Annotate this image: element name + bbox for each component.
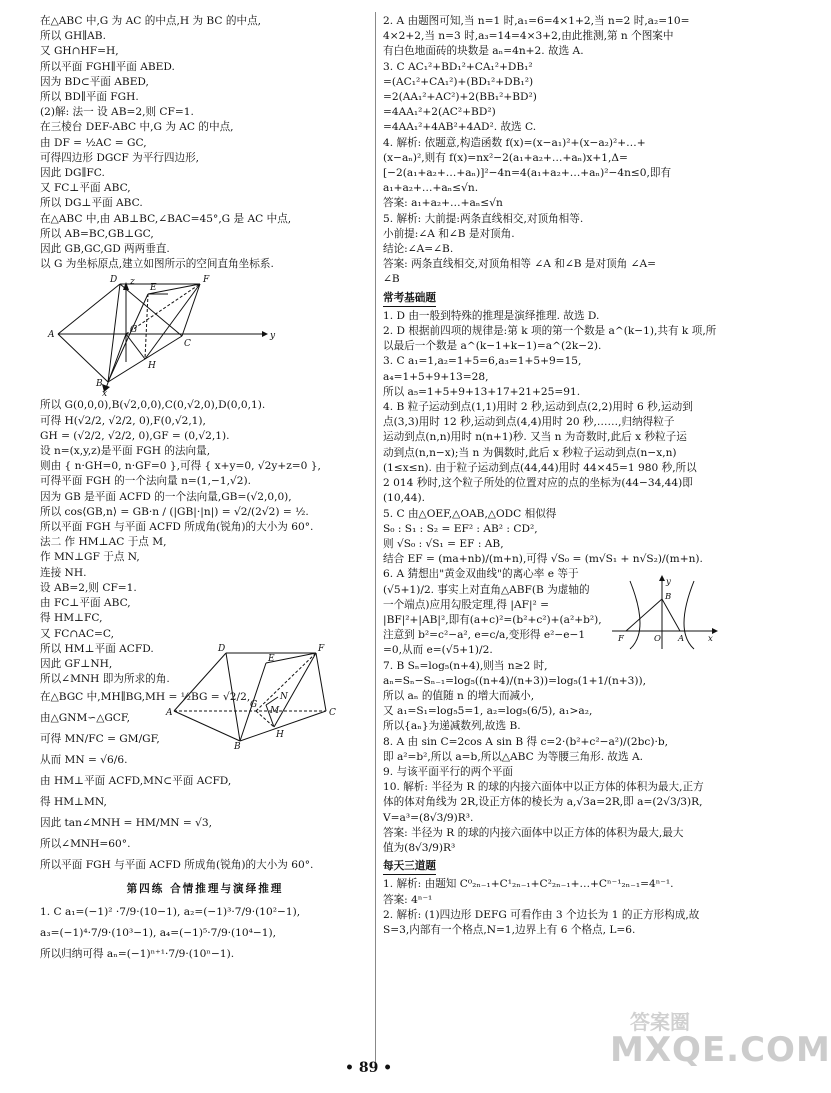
text-line: 设 AB=2,则 CF=1. (40, 581, 137, 594)
text-line: 4. B 粒子运动到点(1,1)用时 2 秒,运动到点(2,2)用时 6 秒,运动到 (383, 401, 693, 414)
text-line: 所以平面 FGH∥平面 ABED. (40, 60, 175, 73)
watermark-cn: 答案圈 (630, 1010, 690, 1034)
text-line: 所以 BD∥平面 FGH. (40, 91, 139, 104)
text-line: ∠B (383, 273, 400, 286)
text-line: =2(AA₁²+AC²)+2(BB₁²+BD²) (383, 91, 537, 104)
text-line: 2. D 根据前四项的规律是:第 k 项的第一个数是 a^(k−1),共有 k 项,所 (383, 325, 717, 338)
text-line: 2 014 秒时,这个粒子所处的位置对应的点的坐标为(44−34,44)即 (383, 477, 693, 490)
text-line: 5. 解析: 大前提:两条直线相交,对顶角相等. (383, 212, 584, 225)
fig2-label: E (268, 654, 275, 664)
right-column (383, 14, 719, 938)
right-answers-daily (383, 877, 719, 938)
text-line: 连接 NH. (40, 566, 87, 579)
text-line: 在△BGC 中,MH∥BG,MH = ½BG = √2/2, (40, 691, 251, 704)
fig1-label: D (110, 275, 118, 286)
text-line: 4. 解析: 依题意,构造函数 f(x)=(x−a₁)²+(x−a₂)²+…+ (383, 136, 646, 149)
text-line: (√5+1)/2. 事实上对直角△ABF(B 为虚轴的 (383, 583, 590, 596)
text-line: (x−aₙ)²,则有 f(x)=nx²−2(a₁+a₂+…+aₙ)x+1,Δ= (383, 151, 628, 164)
left-proof-part1 (40, 14, 370, 272)
text-line: 2. 解析: (1)四边形 DEFG 可看作由 3 个边长为 1 的正方形构成,故 (383, 908, 700, 921)
text-line: 值为(8√3/9)R³ (383, 841, 456, 854)
page-number: • 89 • (345, 1060, 393, 1076)
text-line: 由 FC⊥平面 ABC, (40, 597, 131, 610)
text-line: 在三棱台 DEF-ABC 中,G 为 AC 的中点, (40, 121, 234, 134)
text-line: S₀ : S₁ : S₂ = EF² : AB² : CD², (383, 522, 538, 535)
fig2-label: A (166, 708, 173, 718)
text-line: 因此 GB,GC,GD 两两垂直. (40, 243, 170, 256)
text-line: =(AC₁²+CA₁²)+(BD₁²+DB₁²) (383, 75, 534, 88)
text-line: a₄=1+5+9+13=28, (383, 370, 489, 383)
text-line: 因为 GB 是平面 ACFD 的一个法向量,GB=(√2,0,0), (40, 490, 292, 503)
fig6-label: B (665, 592, 672, 602)
fig6-label: y (666, 577, 671, 587)
text-line: 所以{aₙ}为递减数列,故选 B. (383, 720, 521, 733)
text-line: 则 √S₀ : √S₁ = EF : AB, (383, 537, 504, 550)
text-line: 运动到点(n,n)用时 n(n+1)秒. 又当 n 为奇数时,此后 x 秒粒子运 (383, 431, 687, 444)
text-line: 2. A 由题图可知,当 n=1 时,a₁=6=4×1+2,当 n=2 时,a₂=10= (383, 15, 690, 27)
text-line: 以 G 为坐标原点,建立如图所示的空间直角坐标系. (40, 258, 274, 271)
text-line: 3. C a₁=1,a₂=1+5=6,a₃=1+5+9=15, (383, 355, 582, 368)
fig2-label: H (276, 730, 284, 740)
fig2-label: C (329, 708, 336, 718)
text-line: 3. C AC₁²+BD₁²+CA₁²+DB₁² (383, 60, 533, 73)
text-line: 由 HM⊥平面 ACFD,MN⊂平面 ACFD, (40, 775, 232, 788)
column-divider (375, 12, 376, 1067)
figure-frustum-method2 (166, 641, 366, 752)
text-line: [−2(a₁+a₂+…+aₙ)]²−4n=4(a₁+a₂+…+aₙ)²−4n≤0,即有 (383, 167, 672, 180)
text-line: 所以平面 FGH 与平面 ACFD 所成角(锐角)的大小为 60°. (40, 859, 314, 872)
fig2-label: F (318, 644, 325, 654)
text-line: GH = (√2/2, √2/2, 0),GF = (0,√2,1). (40, 429, 230, 442)
text-line: 6. A 猜想出"黄金双曲线"的离心率 e 等于 (383, 568, 579, 581)
text-line: a₁+a₂+…+aₙ≤√n. (383, 182, 479, 195)
text-line: 由 DF = ½AC = GC, (40, 136, 147, 149)
text-line: 设 n=(x,y,z)是平面 FGH 的法向量, (40, 445, 211, 458)
text-line: 所以 a₅=1+5+9+13+17+21+25=91. (383, 385, 581, 398)
text-line: 从而 MN = √6/6. (40, 754, 128, 767)
fig1-label: H (148, 361, 156, 372)
text-line: 所以 cos⟨GB,n⟩ = GB·n / (|GB|·|n|) = √2/(2√2) = ½. (40, 505, 309, 518)
fig2-label: G (250, 700, 258, 710)
text-line: 法二 作 HM⊥AC 于点 M, (40, 536, 167, 549)
watermark: MXQE.COM (610, 1030, 831, 1070)
text-line: 8. A 由 sin C=2cos A sin B 得 c=2·(b²+c²−a²)/(2bc)·b, (383, 735, 668, 748)
text-line: 则由 { n·GH=0, n·GF=0 },可得 { x+y=0, √2y+z=0 }, (40, 460, 321, 473)
fig6-label: F (618, 634, 624, 644)
text-line: 可得平面 FGH 的一个法向量 n=(1,−1,√2). (40, 475, 252, 488)
text-line: 点(3,3)用时 12 秒,运动到点(4,4)用时 20 秒,……,归纳得粒子 (383, 416, 675, 429)
text-line: |BF|²+|AB|²,即有(a+c)²=(b²+c²)+(a²+b²), (383, 613, 602, 626)
text-line: 体的体对角线为 2R,设正方体的棱长为 a,√3a=2R,即 a=(2√3/3)R, (383, 796, 703, 809)
text-line: (10,44). (383, 492, 425, 505)
text-line: (2)解: 法一 设 AB=2,则 CF=1. (40, 106, 194, 119)
text-line: 所以∠MNH 即为所求的角. (40, 673, 170, 686)
fig1-label: B (96, 379, 103, 390)
text-line: 答案: a₁+a₂+…+aₙ≤√n (383, 197, 503, 210)
text-line: 10. 解析: 半径为 R 的球的内接六面体中以正方体的体积为最大,正方 (383, 781, 704, 794)
text-line: 所以归纳可得 aₙ=(−1)ⁿ⁺¹·7/9·(10ⁿ−1). (40, 947, 235, 960)
text-line: (1≤x≤n). 由于粒子运动到点(44,44)用时 44×45=1 980 秒,所以 (383, 461, 697, 474)
text-line: 结合 EF = (ma+nb)/(m+n),可得 √S₀ = (m√S₁ + n√S₂)/(m+n). (383, 553, 703, 566)
section-title: 第四练 合情推理与演绎推理 (126, 883, 284, 896)
left-answers (40, 902, 370, 965)
text-line: 作 MN⊥GF 于点 N, (40, 551, 140, 564)
fig1-label: C (184, 339, 191, 350)
text-line: 得 HM⊥MN, (40, 796, 107, 809)
text-line: a₃=(−1)⁴·7/9·(10³−1), a₄=(−1)⁵·7/9·(10⁴−1), (40, 926, 277, 939)
text-line: 所以 HM⊥平面 ACFD. (40, 642, 154, 655)
text-line: 因此 tan∠MNH = HM/MN = √3, (40, 817, 213, 830)
fig2-label: B (234, 742, 241, 752)
text-line: 以最后一个数是 a^(k−1+k−1)=a^(2k−2). (383, 340, 602, 353)
text-line: 又 FC⊥平面 ABC, (40, 182, 131, 195)
text-line: 答案: 4ⁿ⁻¹ (383, 893, 433, 906)
text-line: 即 a²=b²,所以 a=b,所以△ABC 为等腰三角形. 故选 A. (383, 750, 644, 763)
text-line: 又 a₁=S₁=log₅5=1, a₂=log₅(6/5), a₁>a₂, (383, 705, 593, 718)
fig1-label: E (150, 283, 157, 294)
text-line: 可得 H(√2/2, √2/2, 0),F(0,√2,1), (40, 414, 206, 427)
left-column (40, 14, 370, 965)
text-line: 动到点(n,n−x);当 n 为偶数时,此后 x 秒粒子运动到点(n−x,n) (383, 446, 677, 459)
fig6-label: x (708, 634, 713, 644)
text-line: 答案: 半径为 R 的球的内接六面体中以正方体的体积为最大,最大 (383, 826, 684, 839)
text-line: 一个端点)应用勾股定理,得 |AF|² = (383, 598, 550, 611)
text-line: 又 GH∩HF=H, (40, 45, 119, 58)
text-line: 在△ABC 中,G 为 AC 的中点,H 为 BC 的中点, (40, 15, 262, 27)
text-line: 所以 G(0,0,0),B(√2,0,0),C(0,√2,0),D(0,0,1). (40, 399, 266, 412)
text-line: S=3,内部有一个格点,N=1,边界上有 6 个格点, L=6. (383, 923, 636, 936)
figure-hyperbola (610, 575, 718, 651)
text-line: 结论:∠A=∠B. (383, 243, 454, 256)
fig1-label: z (130, 277, 135, 288)
text-line: 答案: 两条直线相交,对顶角相等 ∠A 和∠B 是对顶角 ∠A= (383, 258, 657, 271)
fig2-label: D (218, 644, 226, 654)
text-line: V=a³=(8√3/9)R³. (383, 811, 474, 824)
text-line: aₙ=Sₙ−Sₙ₋₁=log₅((n+4)/(n+3))=log₅(1+1/(n+3)), (383, 674, 647, 687)
text-line: =0,从而 e=(√5+1)/2. (383, 644, 493, 657)
text-line: 1. C a₁=(−1)² ·7/9·(10−1), a₂=(−1)³·7/9·(10²−1), (40, 905, 301, 918)
fig6-label: A (678, 634, 685, 644)
text-line: 7. B Sₙ=log₅(n+4),则当 n≥2 时, (383, 659, 548, 672)
text-line: 得 HM⊥FC, (40, 612, 103, 625)
text-line: 因此 DG∥FC. (40, 167, 105, 180)
text-line: 1. D 由一般到特殊的推理是演绎推理. 故选 D. (383, 309, 600, 322)
text-line: 所以 aₙ 的值随 n 的增大而减小, (383, 689, 535, 702)
text-line: 4×2+2,当 n=3 时,a₃=14=4×3+2,由此推测,第 n 个图案中 (383, 30, 674, 43)
text-line: 注意到 b²=c²−a², e=c/a,变形得 e²−e−1 (383, 629, 586, 642)
text-line: 由△GNM∽△GCF, (40, 712, 130, 725)
text-line: 1. 解析: 由题知 C⁰₂ₙ₋₁+C¹₂ₙ₋₁+C²₂ₙ₋₁+…+Cⁿ⁻¹₂ₙ₋₁=4ⁿ⁻¹. (383, 878, 674, 891)
text-line: =4AA₁²+4AB²+4AD². 故选 C. (383, 121, 537, 134)
section-heading-basic: 常考基础题 (383, 291, 436, 307)
text-line: 在△ABC 中,由 AB⊥BC,∠BAC=45°,G 是 AC 中点, (40, 212, 292, 225)
text-line: 9. 与该平面平行的两个平面 (383, 765, 514, 778)
fig2-label: M (270, 706, 280, 716)
text-line: 所以 DG⊥平面 ABC. (40, 197, 143, 210)
text-line: =4AA₁²+2(AC²+BD²) (383, 106, 496, 119)
right-answers-basic (383, 309, 719, 567)
fig6-label: O (654, 634, 661, 644)
text-line: 所以∠MNH=60°. (40, 838, 131, 851)
text-line: 可得 MN/FC = GM/GF, (40, 733, 160, 746)
fig1-label: y (270, 331, 276, 342)
fig1-label: A (48, 330, 55, 341)
fig1-label: G (130, 325, 138, 336)
text-line: 因此 GF⊥NH, (40, 657, 113, 670)
right-answers-part1 (383, 14, 719, 288)
text-line: 所以 AB=BC,GB⊥GC, (40, 227, 154, 240)
text-line: 有白色地面砖的块数是 aₙ=4n+2. 故选 A. (383, 45, 584, 58)
text-line: 所以平面 FGH 与平面 ACFD 所成角(锐角)的大小为 60°. (40, 521, 314, 534)
text-line: 小前提:∠A 和∠B 是对顶角. (383, 227, 515, 240)
section-heading-daily: 每天三道题 (383, 859, 436, 875)
text-line: 因为 BD⊂平面 ABED, (40, 75, 149, 88)
text-line: 5. C 由△OEF,△OAB,△ODC 相似得 (383, 507, 557, 520)
text-line: 可得四边形 DGCF 为平行四边形, (40, 151, 200, 164)
fig1-label: x (102, 389, 108, 400)
text-line: 又 FC∩AC=C, (40, 627, 115, 640)
fig2-label: N (280, 692, 288, 702)
text-line: 所以 GH∥AB. (40, 30, 106, 43)
fig1-label: F (203, 275, 210, 286)
figure-coordinate-frustum (40, 274, 300, 400)
